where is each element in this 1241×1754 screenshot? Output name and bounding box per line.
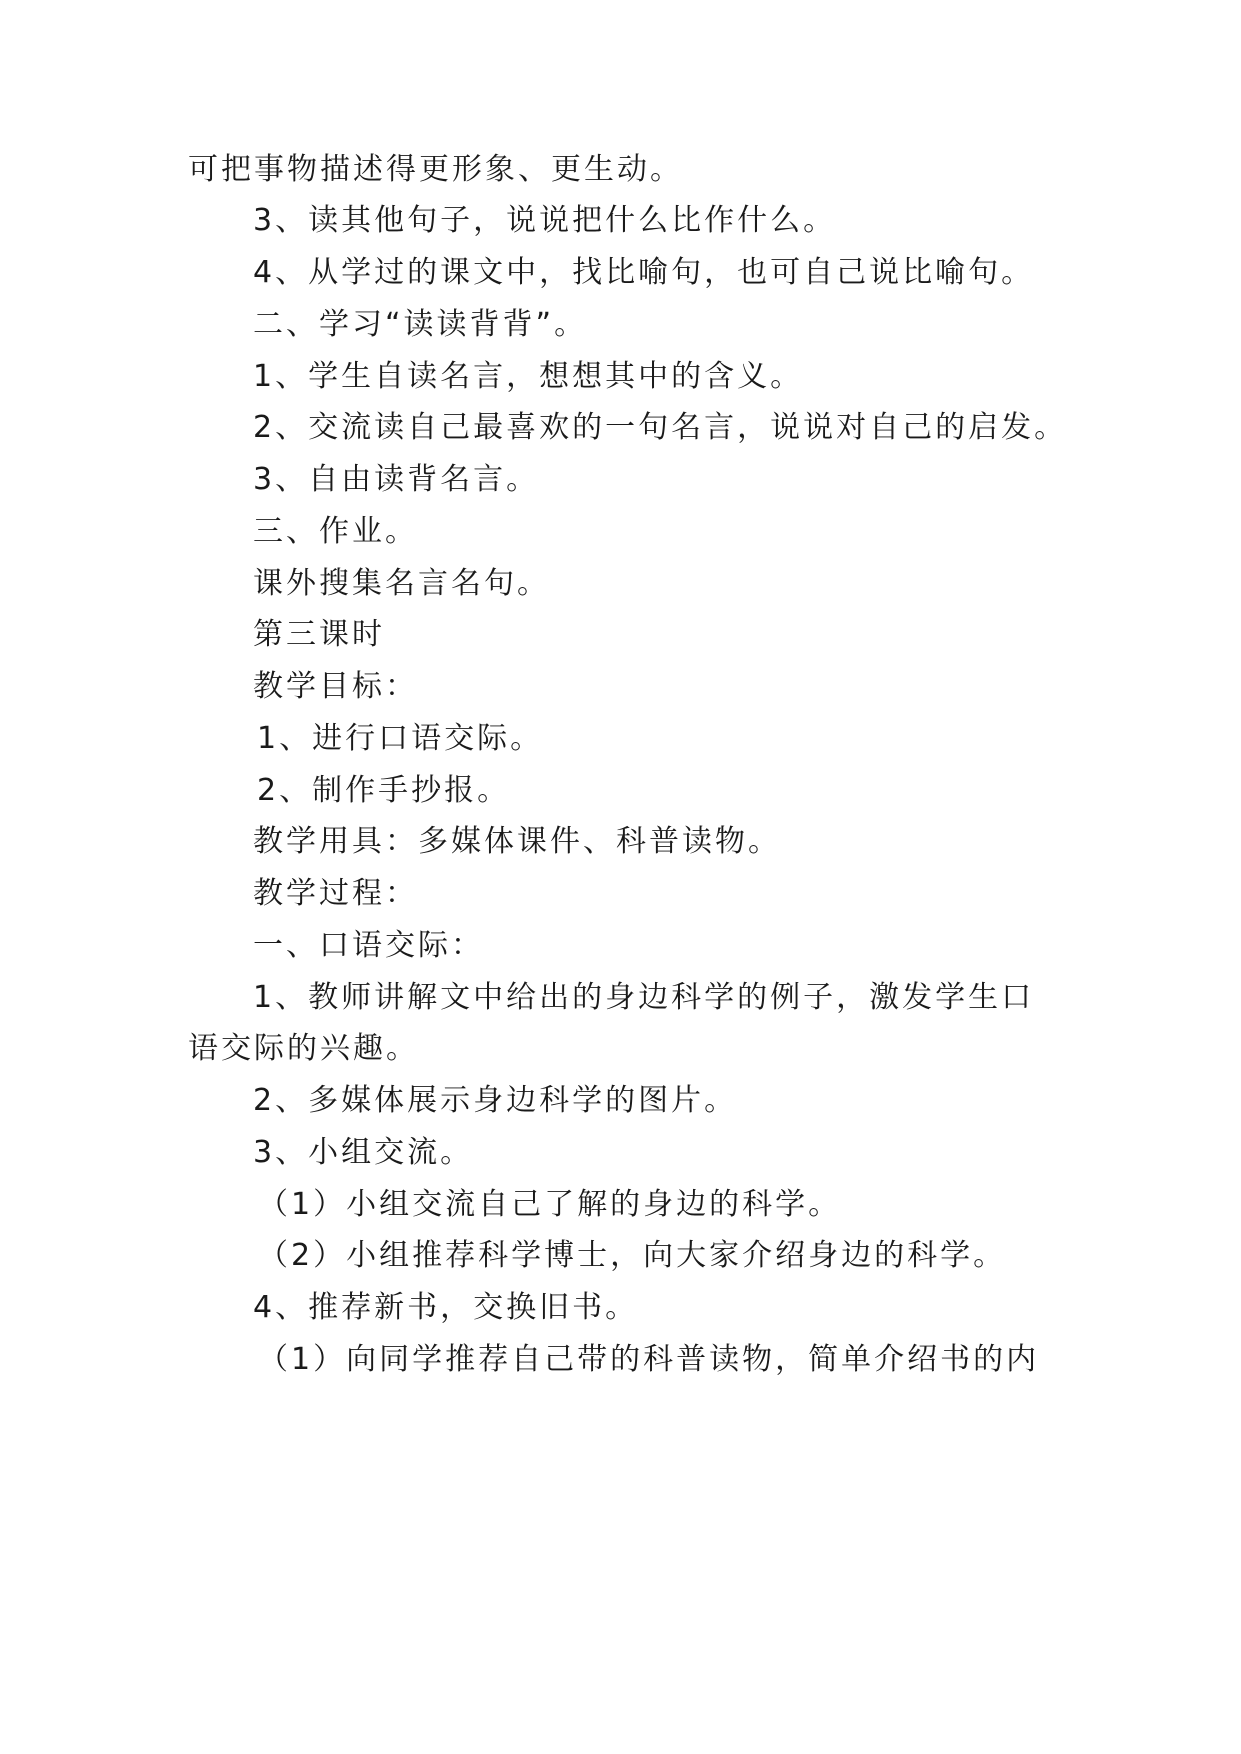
text-line: 教学目标：: [253, 669, 418, 704]
section-heading: 第三课时: [253, 617, 385, 652]
text-line: 可把事物描述得更形象、更生动。: [188, 152, 683, 187]
text-line: 2、多媒体展示身边科学的图片。: [253, 1083, 738, 1118]
text-line: （2）小组推荐科学博士，向大家介绍身边的科学。: [258, 1238, 1007, 1273]
text-line: 4、从学过的课文中，找比喻句，也可自己说比喻句。: [253, 255, 1035, 290]
text-line: 4、推荐新书，交换旧书。: [253, 1290, 639, 1325]
text-line: 语交际的兴趣。: [188, 1031, 419, 1066]
text-line: 3、自由读背名言。: [253, 462, 540, 497]
text-line: （1）向同学推荐自己带的科普读物，简单介绍书的内: [258, 1342, 1040, 1377]
text-line: 教学过程：: [253, 876, 418, 911]
text-line: 课外搜集名言名句。: [253, 566, 550, 601]
text-line: 二、学习“读读背背”。: [253, 307, 588, 342]
text-line: 三、作业。: [253, 514, 418, 549]
text-line: 3、读其他句子，说说把什么比作什么。: [253, 203, 837, 238]
text-line: 教学用具：多媒体课件、科普读物。: [253, 824, 781, 859]
text-line: 2、制作手抄报。: [257, 773, 511, 808]
text-line: 1、学生自读名言，想想其中的含义。: [253, 359, 804, 394]
text-line: 1、进行口语交际。: [257, 721, 544, 756]
text-line: （1）小组交流自己了解的身边的科学。: [258, 1187, 842, 1222]
text-line: 一、口语交际：: [253, 928, 484, 963]
text-line: 2、交流读自己最喜欢的一句名言，说说对自己的启发。: [253, 410, 1068, 445]
text-line: 1、教师讲解文中给出的身边科学的例子，激发学生口: [253, 980, 1035, 1015]
text-line: 3、小组交流。: [253, 1135, 474, 1170]
